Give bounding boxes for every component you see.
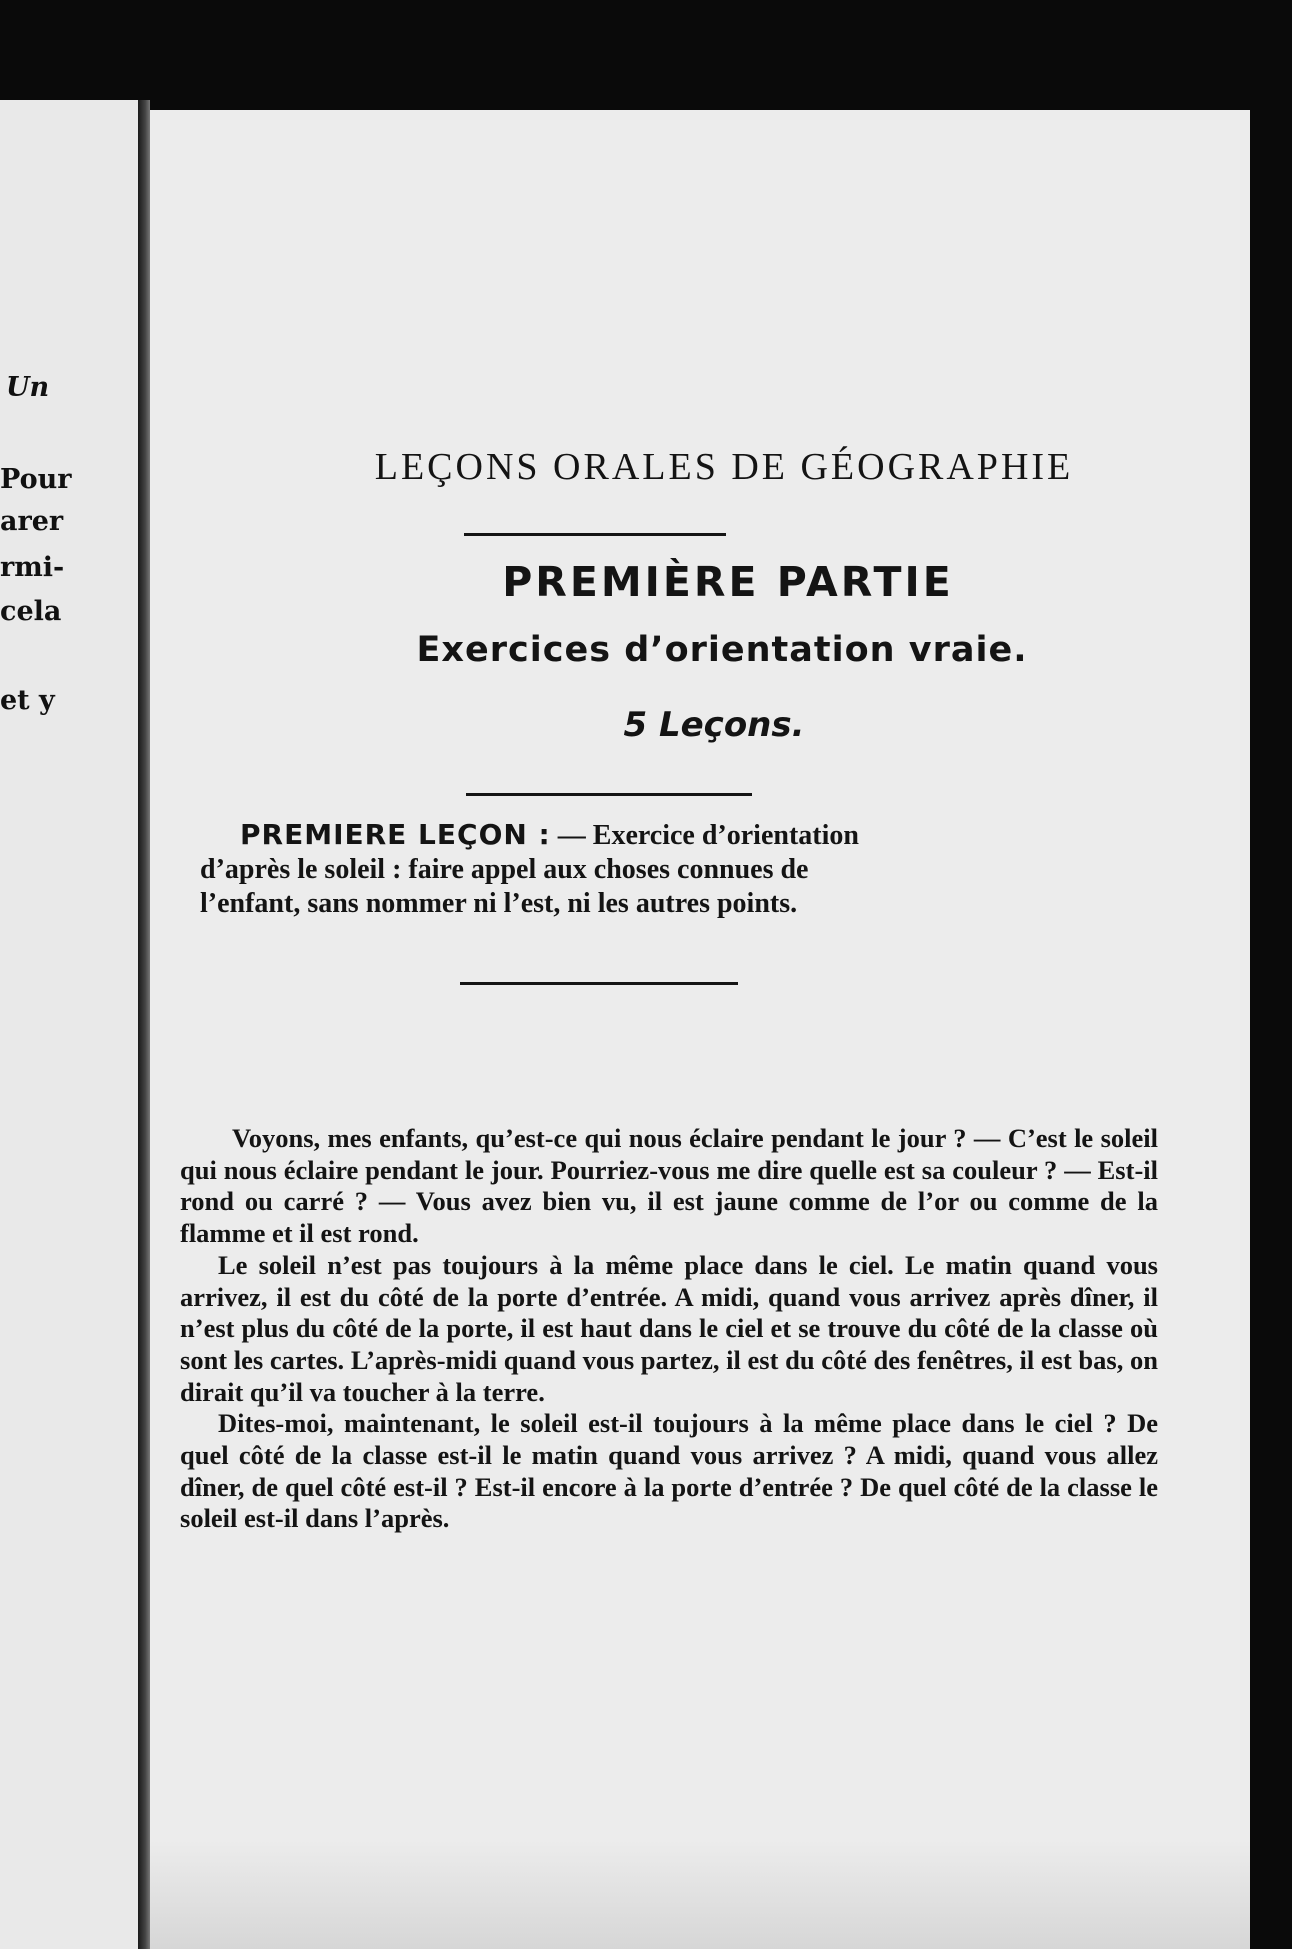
- divider-rule: [466, 793, 752, 796]
- body-paragraph: Voyons, mes enfants, qu’est-ce qui nous éclaire pendant le jour ? — C’est le soleil qui nous éclaire pendant le jour. Pourriez-vous me dire quelle est sa couleur ? — Est-il rond ou carré ? — Vous avez bien vu, il est jaune comme de l’or ou comme de la flamme et il est rond.: [180, 1123, 1158, 1249]
- lesson-count: 5 Leçons.: [623, 705, 805, 745]
- left-page-fragment: Pour: [0, 464, 72, 495]
- running-title: LEÇONS ORALES DE GÉOGRAPHIE: [374, 446, 1074, 488]
- body-paragraph: Le soleil n’est pas toujours à la même place dans le ciel. Le matin quand vous arrivez, il est du côté de la porte d’entrée. A midi, quand vous arrivez après dîner, il n’est plus du côté de la porte, il est haut dans le ciel et se trouve du côté de la classe où sont les cartes. L’après-midi quand vous partez, il est du côté des fenêtres, il est bas, on dirait qu’il va toucher à la terre.: [180, 1249, 1158, 1407]
- lesson-heading: [200, 818, 1158, 921]
- left-page-fragment: rmi-: [0, 552, 65, 583]
- part-title: PREMIÈRE PARTIE: [502, 558, 954, 606]
- divider-rule: [464, 533, 726, 536]
- lesson-heading-lead: PREMIERE LEÇON :: [240, 818, 551, 851]
- lesson-heading-line: [200, 818, 1158, 853]
- page-gutter: [138, 100, 150, 1949]
- lesson-heading-line: d’après le soleil : faire appel aux choses connues de: [200, 854, 809, 885]
- lesson-body: [180, 1123, 1158, 1535]
- divider-rule: [460, 982, 738, 985]
- lesson-heading-topic: — Exercice d’orientation: [550, 820, 859, 851]
- left-page-fragment: cela: [0, 596, 62, 627]
- part-subtitle: Exercices d’orientation vraie.: [416, 630, 1028, 670]
- left-page-fragment: arer: [0, 506, 64, 537]
- body-paragraph: Dites-moi, maintenant, le soleil est-il toujours à la même place dans le ciel ? De quel côté de la classe est-il le matin quand vous arrivez ? A midi, quand vous allez dîner, de quel côté est-il ? Est-il encore à la porte d’entrée ? De quel côté de la classe le soleil est-il dans l’après.: [180, 1408, 1158, 1534]
- adjacent-left-page: [0, 100, 138, 1949]
- book-page: [150, 110, 1250, 1949]
- left-page-fragment: Un: [6, 372, 50, 403]
- left-page-fragment: et y: [0, 685, 55, 716]
- lesson-heading-line: l’enfant, sans nommer ni l’est, ni les autres points.: [200, 888, 798, 919]
